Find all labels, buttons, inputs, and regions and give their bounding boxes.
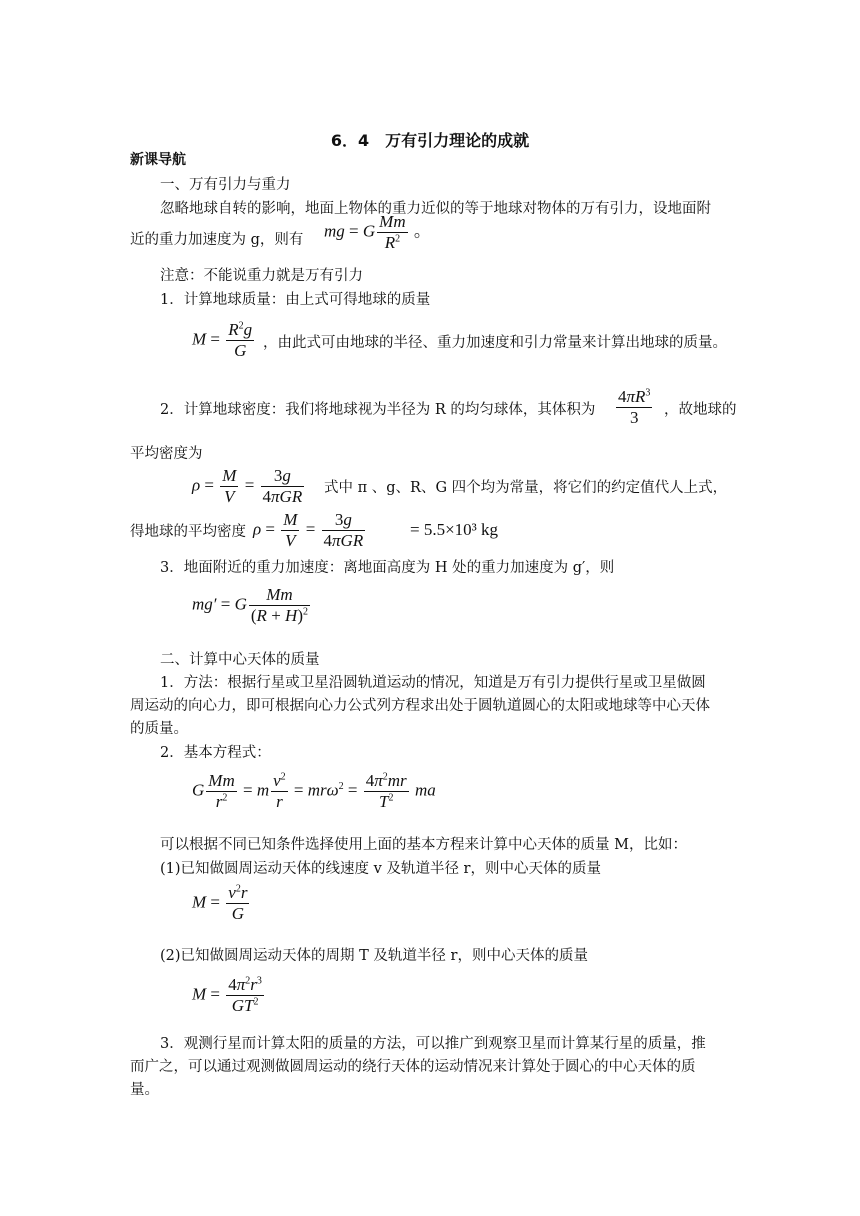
equation-gravity-weight: mg = G $\frac{Mm}{R^2}$ 。 <box>324 212 431 252</box>
equation-density: ρ = $\frac{M}{V}$ = $\frac{3g}{\text{4πGR}}$ <box>192 466 303 506</box>
equation-earth-mass: M = $\frac{R^2g}{G}$ <box>192 320 253 360</box>
item2-text-line3: 式中 π 、g、R、G 四个均为常量，将它们的约定值代人上式， <box>324 480 728 496</box>
page-title: 6．4 万有引力理论的成就 <box>330 131 530 150</box>
equation-mass-period: M = $\frac{4\pi^2r^3}{GT^2}$ <box>192 975 262 1015</box>
item2-text-line4: 得地球的平均密度 <box>130 524 246 540</box>
equation-sphere-volume: $\frac{4\pi R^3}{3}$ <box>618 387 651 427</box>
item2-text-line2: 平均密度为 <box>130 446 203 462</box>
equation-mass-velocity: M = $\frac{v^2r}{G}$ <box>192 883 248 923</box>
section1-intro-line2: 近的重力加速度为 g，则有 <box>130 232 304 248</box>
section-nav-heading: 新课导航 <box>130 152 186 168</box>
section2-heading: 二、计算中心天体的质量 <box>160 652 320 668</box>
choose-text: 可以根据不同已知条件选择使用上面的基本方程来计算中心天体的质量 M，比如： <box>160 837 687 853</box>
item3-line2: 而广之，可以通过观测做圆周运动的绕行天体的运动情况来计算处于圆心的中心天体的质 <box>130 1059 696 1075</box>
item3-line3: 量。 <box>130 1082 159 1098</box>
item3-line1: 3．观测行星而计算太阳的质量的方法，可以推广到观察卫星而计算某行星的质量，推 <box>160 1036 706 1052</box>
basic-equation-heading: 2．基本方程式： <box>160 745 271 761</box>
equation-gravity-height: mg′ = G $\frac{Mm}{(R + H)^2}$ <box>192 585 308 625</box>
item3-text: 3．地面附近的重力加速度：离地面高度为 H 处的重力加速度为 g′，则 <box>160 560 615 576</box>
item1-heading: 1．计算地球质量：由上式可得地球的质量 <box>160 292 431 308</box>
method-line1: 1．方法：根据行星或卫星沿圆轨道运动的情况，知道是万有引力提供行星或卫星做圆 <box>160 675 706 691</box>
section1-heading: 一、万有引力与重力 <box>160 177 291 193</box>
note-text: 注意：不能说重力就是万有引力 <box>160 268 363 284</box>
case2-text: (2)已知做圆周运动天体的周期 T 及轨道半径 r，则中心天体的质量 <box>160 948 588 964</box>
equation-density-value: ρ = $\frac{M}{V}$ = $\frac{3g}{\text{4πGR}}$ <box>253 510 364 550</box>
item1-text: ，由此式可由地球的半径、重力加速度和引力常量来计算出地球的质量。 <box>263 335 727 351</box>
method-line3: 的质量。 <box>130 721 188 737</box>
item2-text-line1: 2．计算地球密度：我们将地球视为半径为 R 的均匀球体，其体积为 <box>160 402 596 418</box>
item2-text-line1-end: ，故地球的 <box>664 402 737 418</box>
section1-intro-line1: 忽略地球自转的影响，地面上物体的重力近似的等于地球对物体的万有引力，设地面附 <box>160 201 711 217</box>
method-line2: 周运动的向心力，即可根据向心力公式列方程求出处于圆轨道圆心的太阳或地球等中心天体 <box>130 698 710 714</box>
equation-basic: G $\frac{Mm}{r^2}$ = m $\frac{v^2}{r}$ = mrω$^2$ = $\frac{4\pi^2mr}{T^2}$ ma <box>192 771 436 811</box>
density-value: = 5.5×10³ kg <box>410 520 499 539</box>
case1-text: (1)已知做圆周运动天体的线速度 v 及轨道半径 r，则中心天体的质量 <box>160 861 601 877</box>
